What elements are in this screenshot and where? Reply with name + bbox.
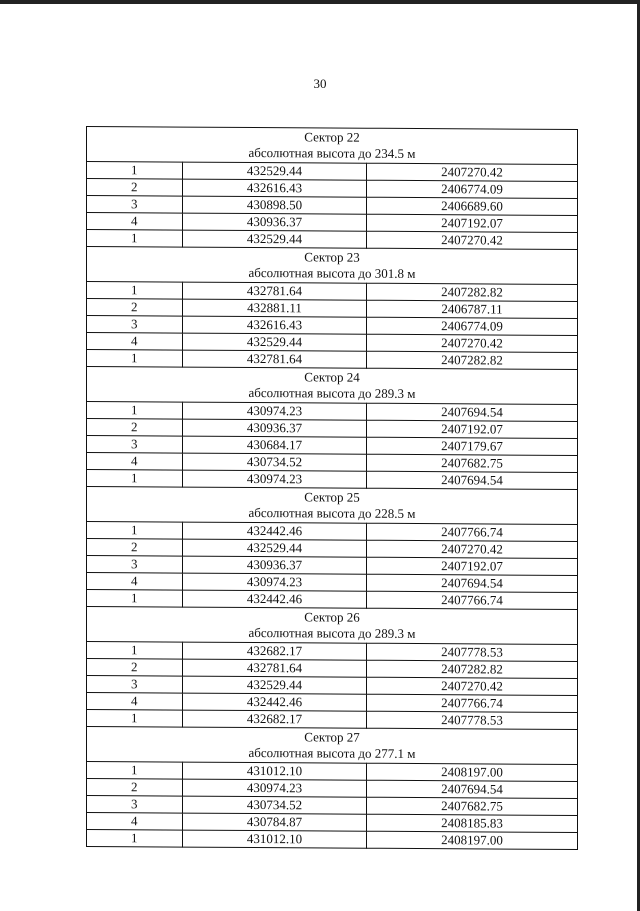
sector-header-row bbox=[87, 127, 578, 165]
x-coordinate-cell: 430684.17 bbox=[183, 436, 367, 454]
point-number-cell: 1 bbox=[87, 642, 183, 660]
y-coordinate-cell: 2407282.82 bbox=[367, 660, 578, 678]
point-number-cell: 4 bbox=[87, 453, 183, 471]
x-coordinate-cell: 432682.17 bbox=[183, 710, 367, 728]
point-number-cell: 2 bbox=[87, 179, 183, 197]
y-coordinate-cell: 2407270.42 bbox=[367, 334, 578, 352]
y-coordinate-cell: 2406774.09 bbox=[367, 317, 578, 335]
sector-altitude-limit: абсолютная высота до 277.1 м bbox=[248, 744, 416, 762]
y-coordinate-cell: 2408197.00 bbox=[367, 831, 578, 849]
x-coordinate-cell: 430784.87 bbox=[183, 813, 367, 831]
sector-header-row bbox=[87, 487, 578, 525]
y-coordinate-cell: 2408197.00 bbox=[367, 763, 578, 781]
point-number-cell: 2 bbox=[87, 779, 183, 797]
x-coordinate-cell: 430974.23 bbox=[183, 470, 367, 488]
y-coordinate-cell: 2407282.82 bbox=[367, 283, 578, 301]
y-coordinate-cell: 2407192.07 bbox=[367, 420, 578, 438]
y-coordinate-cell: 2408185.83 bbox=[367, 814, 578, 832]
point-number-cell: 1 bbox=[87, 282, 183, 300]
sector-header-row bbox=[87, 727, 578, 765]
sector-altitude-limit: абсолютная высота до 289.3 м bbox=[248, 384, 416, 402]
point-number-cell: 4 bbox=[87, 573, 183, 591]
y-coordinate-cell: 2407778.53 bbox=[367, 643, 578, 661]
y-coordinate-cell: 2407694.54 bbox=[367, 780, 578, 798]
y-coordinate-cell: 2407778.53 bbox=[367, 711, 578, 729]
point-number-cell: 1 bbox=[87, 162, 183, 180]
point-number-cell: 4 bbox=[87, 333, 183, 351]
point-number-cell: 1 bbox=[87, 762, 183, 780]
y-coordinate-cell: 2407192.07 bbox=[367, 557, 578, 575]
y-coordinate-cell: 2407270.42 bbox=[367, 163, 578, 181]
y-coordinate-cell: 2407766.74 bbox=[367, 591, 578, 609]
point-number-cell: 1 bbox=[87, 710, 183, 728]
coordinates-table-body bbox=[87, 127, 578, 850]
sector-title-cell bbox=[87, 127, 578, 165]
sector-altitude-limit: абсолютная высота до 289.3 м bbox=[248, 624, 416, 642]
sector-title-cell bbox=[87, 487, 578, 525]
x-coordinate-cell: 432442.46 bbox=[183, 590, 367, 608]
sector-altitude-limit: абсолютная высота до 228.5 м bbox=[248, 504, 416, 522]
sector-title-cell bbox=[87, 727, 578, 765]
page-number: 30 bbox=[313, 76, 327, 91]
point-number-cell: 2 bbox=[87, 659, 183, 677]
point-number-cell: 1 bbox=[87, 350, 183, 368]
point-number-cell: 1 bbox=[87, 470, 183, 488]
x-coordinate-cell: 432529.44 bbox=[183, 539, 367, 557]
point-number-cell: 1 bbox=[87, 402, 183, 420]
x-coordinate-cell: 430974.23 bbox=[183, 779, 367, 797]
x-coordinate-cell: 430936.37 bbox=[183, 419, 367, 437]
sector-header-row bbox=[87, 247, 578, 285]
y-coordinate-cell: 2407682.75 bbox=[367, 454, 578, 472]
point-number-cell: 3 bbox=[87, 796, 183, 814]
point-number-cell: 3 bbox=[87, 676, 183, 694]
point-number-cell: 2 bbox=[87, 299, 183, 317]
x-coordinate-cell: 432781.64 bbox=[183, 659, 367, 677]
point-number-cell: 2 bbox=[87, 539, 183, 557]
x-coordinate-cell: 430898.50 bbox=[183, 196, 367, 214]
coordinates-table bbox=[86, 126, 578, 850]
y-coordinate-cell: 2407694.54 bbox=[367, 471, 578, 489]
sector-title-cell bbox=[87, 607, 578, 645]
sector-title-cell bbox=[87, 247, 578, 285]
sector-title: Сектор 26 bbox=[304, 609, 360, 625]
y-coordinate-cell: 2407179.67 bbox=[367, 437, 578, 455]
y-coordinate-cell: 2407766.74 bbox=[367, 694, 578, 712]
point-number-cell: 1 bbox=[87, 830, 183, 848]
point-number-cell: 3 bbox=[87, 556, 183, 574]
point-number-cell: 4 bbox=[87, 693, 183, 711]
x-coordinate-cell: 432616.43 bbox=[183, 316, 367, 334]
y-coordinate-cell: 2406774.09 bbox=[367, 180, 578, 198]
y-coordinate-cell: 2407270.42 bbox=[367, 231, 578, 249]
point-number-cell: 1 bbox=[87, 522, 183, 540]
point-number-cell: 3 bbox=[87, 316, 183, 334]
point-number-cell: 4 bbox=[87, 813, 183, 831]
x-coordinate-cell: 432781.64 bbox=[183, 350, 367, 368]
y-coordinate-cell: 2407282.82 bbox=[367, 351, 578, 369]
x-coordinate-cell: 432529.44 bbox=[183, 333, 367, 351]
sector-header-row bbox=[87, 607, 578, 645]
x-coordinate-cell: 432781.64 bbox=[183, 282, 367, 300]
sector-title: Сектор 24 bbox=[304, 369, 360, 385]
y-coordinate-cell: 2407192.07 bbox=[367, 214, 578, 232]
x-coordinate-cell: 430974.23 bbox=[183, 402, 367, 420]
x-coordinate-cell: 432529.44 bbox=[183, 676, 367, 694]
sector-title: Сектор 25 bbox=[304, 489, 360, 505]
x-coordinate-cell: 430936.37 bbox=[183, 213, 367, 231]
x-coordinate-cell: 430974.23 bbox=[183, 573, 367, 591]
x-coordinate-cell: 430936.37 bbox=[183, 556, 367, 574]
table-row bbox=[87, 830, 578, 850]
y-coordinate-cell: 2407694.54 bbox=[367, 574, 578, 592]
x-coordinate-cell: 432881.11 bbox=[183, 299, 367, 317]
point-number-cell: 1 bbox=[87, 230, 183, 248]
sector-title-cell bbox=[87, 367, 578, 405]
sector-title: Сектор 27 bbox=[304, 729, 360, 745]
x-coordinate-cell: 432529.44 bbox=[183, 230, 367, 248]
y-coordinate-cell: 2406689.60 bbox=[367, 197, 578, 215]
x-coordinate-cell: 432442.46 bbox=[183, 693, 367, 711]
point-number-cell: 2 bbox=[87, 419, 183, 437]
x-coordinate-cell: 431012.10 bbox=[183, 762, 367, 780]
sector-title: Сектор 23 bbox=[304, 249, 360, 265]
x-coordinate-cell: 432529.44 bbox=[183, 162, 367, 180]
point-number-cell: 4 bbox=[87, 213, 183, 231]
sector-altitude-limit: абсолютная высота до 301.8 м bbox=[248, 264, 416, 282]
y-coordinate-cell: 2407682.75 bbox=[367, 797, 578, 815]
point-number-cell: 1 bbox=[87, 590, 183, 608]
y-coordinate-cell: 2407270.42 bbox=[367, 677, 578, 695]
point-number-cell: 3 bbox=[87, 436, 183, 454]
x-coordinate-cell: 430734.52 bbox=[183, 453, 367, 471]
y-coordinate-cell: 2407270.42 bbox=[367, 540, 578, 558]
x-coordinate-cell: 432442.46 bbox=[183, 522, 367, 540]
x-coordinate-cell: 432616.43 bbox=[183, 179, 367, 197]
y-coordinate-cell: 2407694.54 bbox=[367, 403, 578, 421]
sector-title: Сектор 22 bbox=[304, 129, 360, 145]
sector-header-row bbox=[87, 367, 578, 405]
y-coordinate-cell: 2406787.11 bbox=[367, 300, 578, 318]
x-coordinate-cell: 430734.52 bbox=[183, 796, 367, 814]
x-coordinate-cell: 431012.10 bbox=[183, 830, 367, 848]
sector-altitude-limit: абсолютная высота до 234.5 м bbox=[248, 144, 416, 162]
y-coordinate-cell: 2407766.74 bbox=[367, 523, 578, 541]
x-coordinate-cell: 432682.17 bbox=[183, 642, 367, 660]
point-number-cell: 3 bbox=[87, 196, 183, 214]
scan-border-top bbox=[0, 0, 640, 4]
